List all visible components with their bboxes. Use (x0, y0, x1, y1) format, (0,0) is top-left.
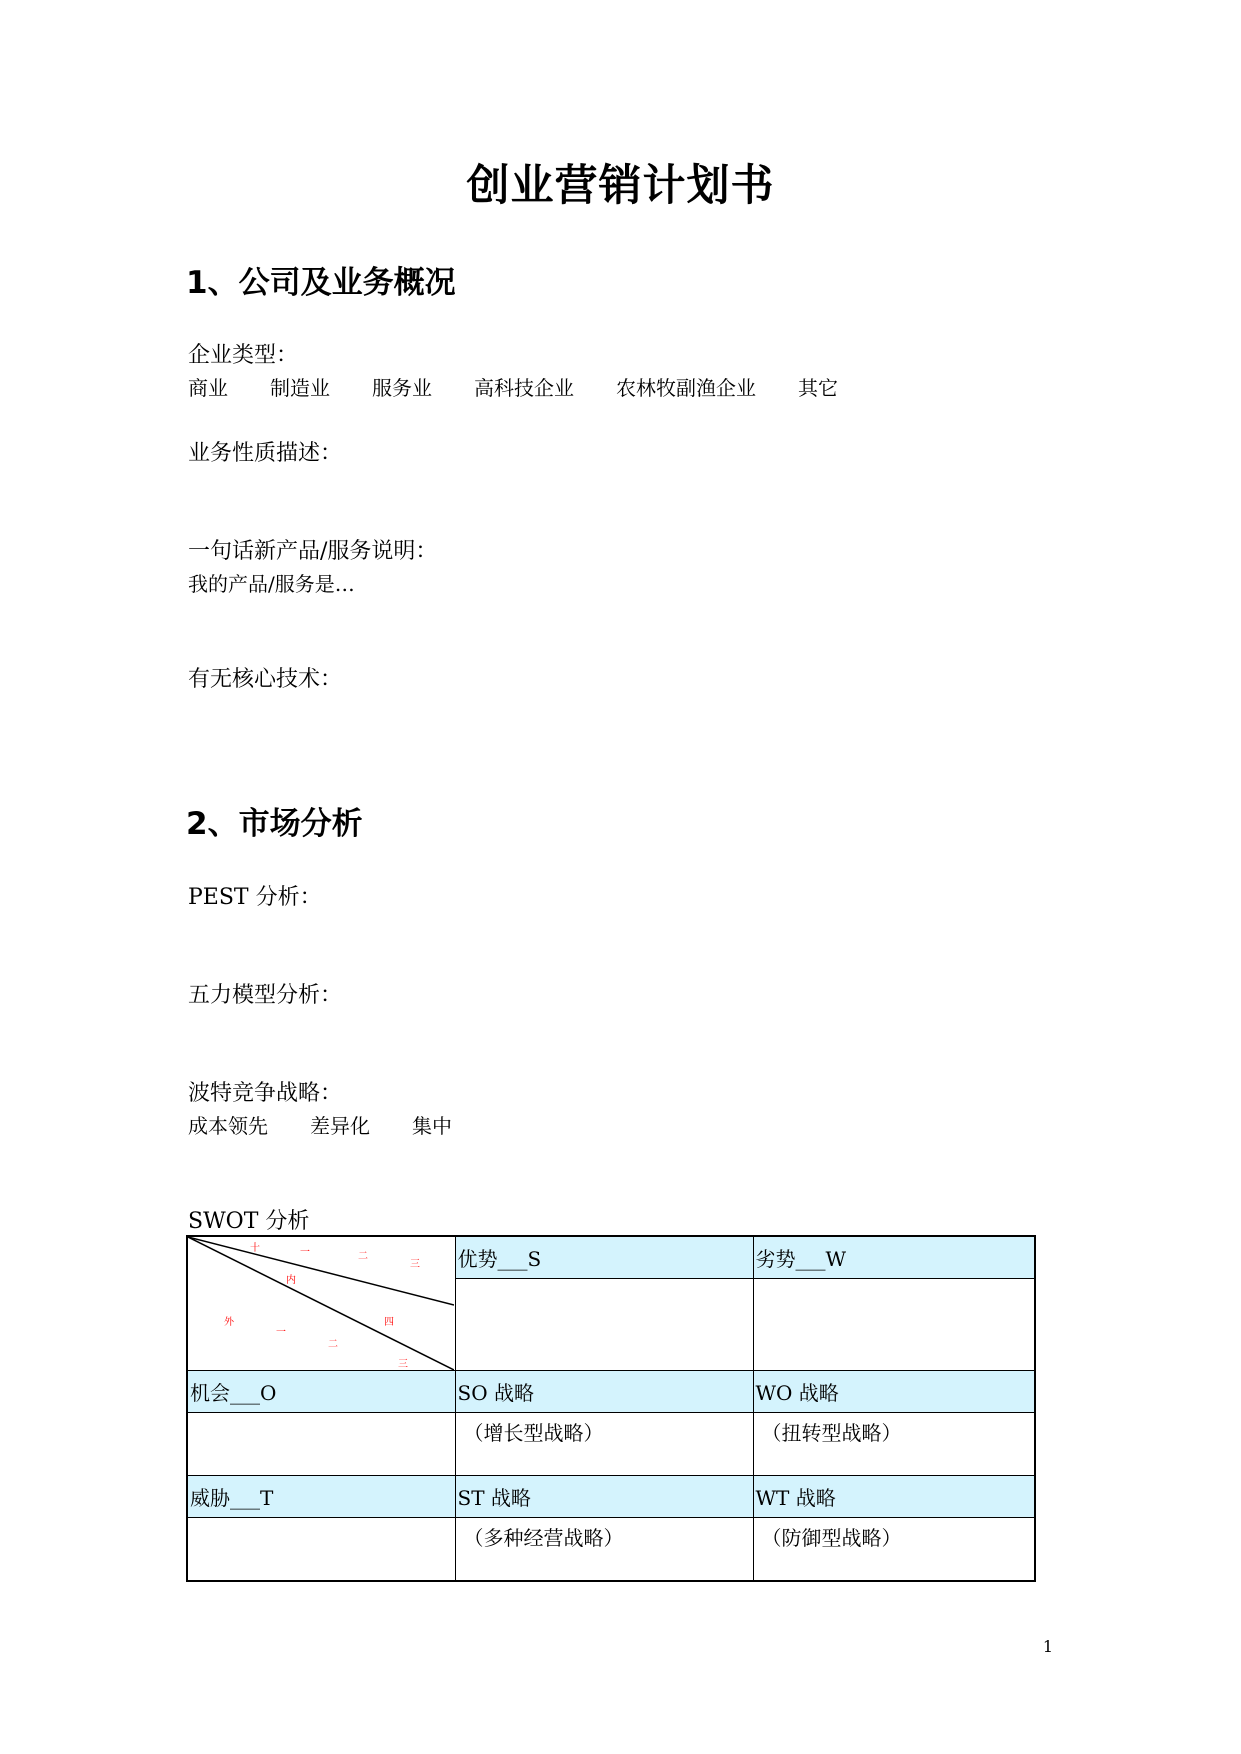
five-forces-label: 五力模型分析： (188, 983, 343, 1008)
swot-threat-header: 威胁___T (187, 1476, 455, 1518)
section2-heading: 2、市场分析 (186, 806, 363, 842)
one-sentence-label: 一句话新产品/服务说明： (188, 539, 438, 564)
swot-st-header: ST 战略 (455, 1476, 753, 1518)
swot-weakness-cell[interactable] (753, 1279, 1035, 1371)
company-type-option: 服务业 (372, 376, 432, 400)
one-sentence-text: 我的产品/服务是… (188, 572, 355, 596)
svg-text:二: 二 (358, 1251, 368, 1262)
swot-corner-cell (187, 1236, 455, 1371)
svg-text:四: 四 (384, 1317, 394, 1328)
porter-option: 集中 (412, 1114, 452, 1138)
porter-label: 波特竞争战略： (188, 1081, 343, 1106)
swot-table (186, 1235, 1036, 1582)
porter-option: 差异化 (310, 1114, 370, 1138)
company-type-option: 农林牧副渔企业 (616, 376, 756, 400)
swot-wo-header: WO 战略 (753, 1371, 1035, 1413)
swot-strength-cell[interactable] (455, 1279, 753, 1371)
swot-threat-cell[interactable] (187, 1518, 455, 1582)
svg-text:三: 三 (410, 1259, 420, 1270)
swot-so-desc: （增长型战略） (455, 1413, 753, 1476)
swot-so-header: SO 战略 (455, 1371, 753, 1413)
swot-opportunity-cell[interactable] (187, 1413, 455, 1476)
swot-st-desc: （多种经营战略） (455, 1518, 753, 1582)
section1-heading: 1、公司及业务概况 (186, 265, 456, 301)
swot-strength-header: 优势___S (455, 1236, 753, 1279)
diagonal-red-marks (224, 1241, 420, 1370)
swot-opportunity-header: 机会___O (187, 1371, 455, 1413)
diagonal-lines (188, 1237, 454, 1370)
document-title: 创业营销计划书 (466, 161, 775, 211)
swot-wt-desc: （防御型战略） (753, 1518, 1035, 1582)
svg-text:外: 外 (224, 1317, 234, 1328)
company-type-option: 其它 (798, 376, 838, 400)
swot-wt-header: WT 战略 (753, 1476, 1035, 1518)
company-type-option: 商业 (188, 376, 228, 400)
company-type-option: 高科技企业 (474, 376, 574, 400)
svg-text:十: 十 (250, 1243, 260, 1254)
business-desc-label: 业务性质描述： (188, 441, 343, 466)
core-tech-label: 有无核心技术： (188, 667, 343, 692)
svg-text:内: 内 (286, 1275, 296, 1286)
swot-wo-desc: （扭转型战略） (753, 1413, 1035, 1476)
svg-text:三: 三 (398, 1359, 408, 1370)
company-type-option: 制造业 (270, 376, 330, 400)
svg-text:一: 一 (300, 1247, 310, 1258)
svg-text:一: 一 (276, 1327, 286, 1338)
pest-label: PEST 分析： (188, 885, 322, 910)
company-type-label: 企业类型： (188, 343, 299, 368)
page-number: 1 (1042, 1637, 1053, 1656)
porter-option: 成本领先 (188, 1114, 268, 1138)
svg-text:二: 二 (328, 1339, 338, 1350)
swot-label: SWOT 分析 (188, 1209, 310, 1234)
company-type-options (188, 372, 880, 401)
porter-options (188, 1110, 494, 1139)
swot-weakness-header: 劣势___W (753, 1236, 1035, 1279)
